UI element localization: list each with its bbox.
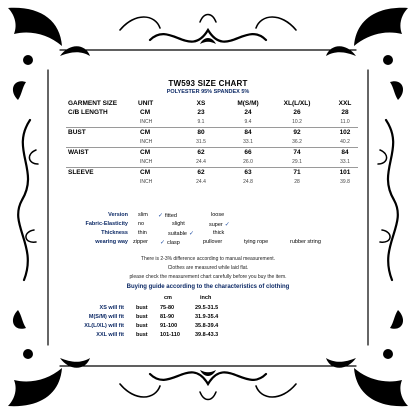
row-label-waist: WAIST	[68, 149, 89, 156]
table-cell: 92	[293, 129, 301, 136]
option-text: no	[138, 221, 145, 227]
check-icon: ✓	[158, 213, 164, 219]
fit-label-m: M(S/M) will fit	[88, 314, 124, 320]
fit-cm: 101-110	[160, 332, 180, 338]
attr-option	[172, 221, 185, 227]
header-garment-size: GARMENT SIZE	[68, 100, 118, 107]
table-cell: 26	[293, 109, 301, 116]
table-cell: 24	[244, 109, 252, 116]
option-text: slight	[172, 221, 185, 227]
attr-option	[244, 239, 268, 245]
row-divider	[66, 147, 358, 148]
chart-subtitle: POLYESTER 95% SPANDEX 5%	[166, 89, 250, 95]
table-cell: 62	[197, 169, 205, 176]
unit-cm: CM	[140, 129, 151, 136]
table-cell: 9.1	[197, 119, 205, 125]
attr-option	[290, 239, 321, 245]
check-icon: ✓	[160, 240, 166, 246]
fit-inch: 29.5-31.5	[195, 305, 219, 311]
fit-part: bust	[136, 332, 148, 338]
table-cell: 24.8	[243, 179, 253, 185]
attr-option	[138, 230, 147, 236]
check-icon: ✓	[188, 231, 194, 237]
header-size-xl: XL(L/XL)	[283, 100, 311, 107]
table-cell: 24.4	[196, 159, 206, 165]
table-cell: 31.5	[196, 139, 206, 145]
table-cell: 36.2	[292, 139, 302, 145]
option-text: clasp	[167, 239, 180, 246]
guide-col-inch: inch	[200, 295, 212, 301]
table-cell: 80	[197, 129, 205, 136]
table-cell: 101	[339, 169, 351, 176]
attr-label-wearing-way: wearing way	[95, 239, 128, 245]
fit-part: bust	[136, 305, 148, 311]
table-cell: 62	[197, 149, 205, 156]
attr-label-thickness: Thickness	[101, 230, 128, 236]
header-size-m: M(S/M)	[237, 100, 259, 107]
option-text: suitable	[168, 230, 187, 237]
attr-label-fabric-elasticity: Fabric-Elasticity	[85, 221, 128, 227]
table-cell: 33.1	[243, 139, 253, 145]
option-text: tying rope	[244, 239, 269, 245]
row-label-bust: BUST	[68, 129, 86, 136]
option-text: rubber string	[290, 239, 321, 245]
table-cell: 29.1	[292, 159, 302, 165]
attr-option	[211, 212, 224, 218]
attr-label-version: Version	[108, 212, 128, 218]
table-cell: 102	[339, 129, 351, 136]
option-text: thin	[138, 230, 147, 236]
table-cell: 71	[293, 169, 301, 176]
table-cell: 74	[293, 149, 301, 156]
table-cell: 66	[244, 149, 252, 156]
fit-inch: 31.9-35.4	[195, 314, 219, 320]
table-cell: 84	[341, 149, 349, 156]
option-text: thick	[213, 230, 225, 236]
check-icon: ✓	[224, 222, 230, 228]
attr-option	[213, 230, 224, 236]
attr-option	[138, 212, 148, 218]
table-cell: 84	[244, 129, 252, 136]
option-text: super	[209, 221, 223, 228]
table-cell: 26.0	[243, 159, 253, 165]
fit-part: bust	[136, 323, 148, 329]
fit-cm: 91-100	[160, 323, 178, 329]
row-label-cb-length: C/B LENGTH	[68, 109, 108, 116]
table-cell: 24.4	[196, 179, 206, 185]
option-text: loose	[211, 212, 225, 218]
option-text: slim	[138, 212, 148, 218]
table-cell: 9.4	[244, 119, 252, 125]
attr-option	[168, 230, 194, 237]
option-text: pullover	[203, 239, 223, 245]
header-unit: UNIT	[138, 100, 154, 107]
table-cell: 40.2	[340, 139, 350, 145]
fit-part: bust	[136, 314, 148, 320]
table-cell: 28	[294, 179, 300, 185]
note-check-chart: please check the measurement chart carefully before you buy the item.	[129, 274, 287, 280]
row-label-sleeve: SLEEVE	[68, 169, 94, 176]
attr-option	[138, 221, 144, 227]
attr-option	[133, 239, 148, 245]
table-cell: 39.8	[340, 179, 350, 185]
fit-label-xs: XS will fit	[99, 305, 124, 311]
fit-cm: 81-90	[160, 314, 175, 320]
fit-inch: 35.8-39.4	[195, 323, 219, 329]
note-difference: There is 2-3% difference according to manual measurement.	[140, 256, 276, 262]
buying-guide-title: Buying guide according to the characteristics of clothing	[126, 284, 290, 290]
fit-label-xl: XL(L/XL) will fit	[84, 323, 124, 329]
table-cell: 10.2	[292, 119, 302, 125]
unit-inch: INCH	[140, 179, 153, 185]
unit-cm: CM	[140, 169, 151, 176]
table-cell: 23	[197, 109, 205, 116]
attr-option	[209, 221, 230, 228]
attr-option	[160, 239, 180, 246]
unit-cm: CM	[140, 149, 151, 156]
table-cell: 11.0	[340, 119, 350, 125]
header-size-xs: XS	[196, 100, 206, 107]
unit-inch: INCH	[140, 139, 153, 145]
attr-option	[158, 212, 177, 219]
note-laid-flat: Clothes are measured while laid flat.	[167, 265, 249, 271]
table-cell: 63	[244, 169, 252, 176]
option-text: fitted	[165, 212, 177, 219]
unit-cm: CM	[140, 109, 151, 116]
row-divider	[66, 127, 358, 128]
fit-cm: 75-80	[160, 305, 175, 311]
table-cell: 28	[341, 109, 349, 116]
unit-inch: INCH	[140, 159, 153, 165]
guide-col-cm: cm	[164, 295, 172, 301]
fit-label-xxl: XXL will fit	[96, 332, 124, 338]
chart-title: TW593 SIZE CHART	[168, 79, 248, 88]
unit-inch: INCH	[140, 119, 153, 125]
fit-inch: 39.8-43.3	[195, 332, 219, 338]
header-size-xxl: XXL	[338, 100, 352, 107]
option-text: zipper	[133, 239, 148, 245]
row-divider	[66, 167, 358, 168]
table-cell: 33.1	[340, 159, 350, 165]
attr-option	[203, 239, 222, 245]
